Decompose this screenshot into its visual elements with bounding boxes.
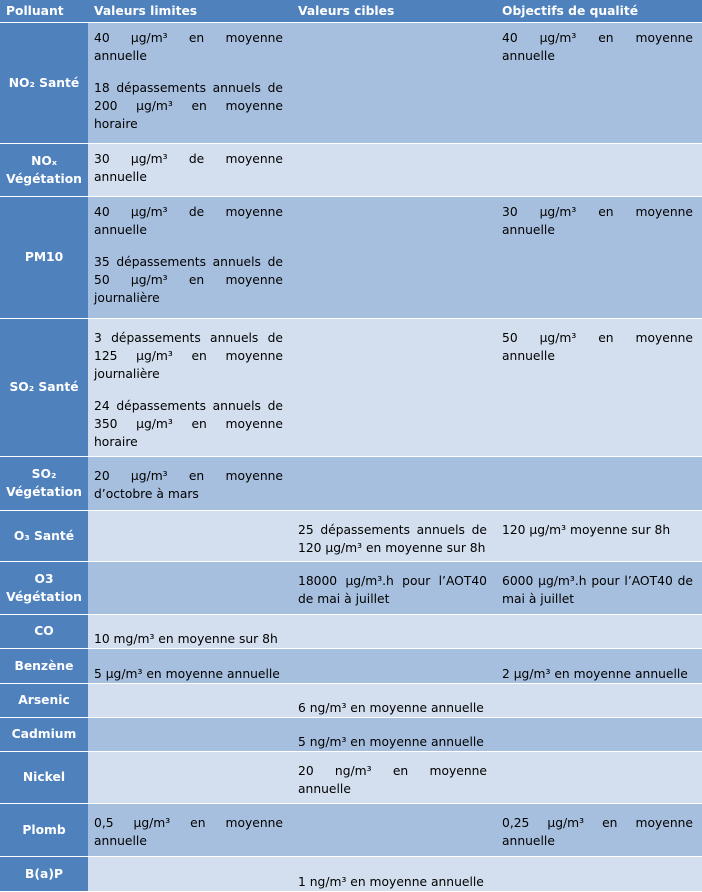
objectif-qualite-cell [496, 22, 702, 143]
valeur-cible-cell [292, 510, 496, 561]
table-row [0, 456, 702, 510]
objectif-qualite: 2 µg/m³ en moyenne annuelle [502, 666, 688, 681]
objectif-qualite-cell [496, 561, 702, 614]
table-row [0, 683, 702, 717]
objectif-qualite-cell [496, 717, 702, 751]
valeur-cible-cell [292, 648, 496, 683]
valeur-limite: 18 dépassements annuels de 200 µg/m³ en moyenne horaire [94, 80, 283, 131]
objectif-qualite-cell [496, 803, 702, 856]
header-objectifs-qualite: Objectifs de qualité [502, 3, 639, 18]
valeur-cible-cell [292, 22, 496, 143]
valeur-limite-cell [88, 614, 292, 648]
valeur-limite-cell [88, 196, 292, 318]
valeur-cible-cell [292, 196, 496, 318]
pollutant-name: O₃ Santé [0, 510, 88, 561]
pollutant-name: PM10 [0, 196, 88, 318]
pollutant-name: Benzène [0, 648, 88, 683]
valeur-limite-cell [88, 561, 292, 614]
table-row [0, 22, 702, 143]
valeur-limite: 3 dépassements annuels de 125 µg/m³ en moyenne journalière [94, 330, 283, 381]
table-row [0, 143, 702, 196]
header-valeurs-cibles: Valeurs cibles [298, 3, 395, 18]
valeur-cible-cell [292, 751, 496, 803]
valeur-limite-cell [88, 456, 292, 510]
objectif-qualite-cell [496, 196, 702, 318]
table-row [0, 614, 702, 648]
valeur-cible-cell [292, 318, 496, 456]
valeur-cible-cell [292, 856, 496, 891]
valeur-cible-cell [292, 614, 496, 648]
objectif-qualite-cell [496, 510, 702, 561]
valeur-limite: 35 dépassements annuels de 50 µg/m³ en moyenne journalière [94, 254, 283, 305]
header-row [0, 0, 702, 22]
objectif-qualite: 30 µg/m³ en moyenne annuelle [502, 204, 693, 237]
table-row [0, 561, 702, 614]
valeur-limite-cell [88, 648, 292, 683]
valeur-cible: 6 ng/m³ en moyenne annuelle [298, 700, 484, 715]
valeur-cible-cell [292, 143, 496, 196]
valeur-limite: 0,5 µg/m³ en moyenne annuelle [94, 815, 283, 848]
pollutant-name: B(a)P [0, 856, 88, 891]
valeur-limite: 5 µg/m³ en moyenne annuelle [94, 666, 280, 681]
table-row [0, 717, 702, 751]
objectif-qualite: 6000 µg/m³.h pour l’AOT40 de mai à juillet [502, 573, 693, 606]
pollutant-name: O3 Végétation [0, 561, 88, 614]
pollutant-name: SO₂ Santé [0, 318, 88, 456]
valeur-limite-cell [88, 717, 292, 751]
table-row [0, 318, 702, 456]
objectif-qualite-cell [496, 318, 702, 456]
valeur-cible: 1 ng/m³ en moyenne annuelle [298, 875, 484, 889]
valeur-limite-cell [88, 510, 292, 561]
valeur-cible-cell [292, 803, 496, 856]
header-valeurs-limites: Valeurs limites [94, 3, 198, 18]
valeur-limite: 24 dépassements annuels de 350 µg/m³ en moyenne horaire [94, 398, 283, 449]
objectif-qualite-cell [496, 751, 702, 803]
objectif-qualite: 50 µg/m³ en moyenne annuelle [502, 330, 693, 363]
objectif-qualite-cell [496, 614, 702, 648]
pollutant-name: Nickel [0, 751, 88, 803]
pollutant-name: NO₂ Santé [0, 22, 88, 143]
valeur-cible: 20 ng/m³ en moyenne annuelle [298, 763, 487, 796]
table-row [0, 510, 702, 561]
valeur-cible: 25 dépassements annuels de 120 µg/m³ en moyenne sur 8h [298, 522, 487, 555]
objectif-qualite-cell [496, 143, 702, 196]
objectif-qualite-cell [496, 683, 702, 717]
table-row [0, 803, 702, 856]
objectif-qualite-cell [496, 456, 702, 510]
valeur-limite: 20 µg/m³ en moyenne d’octobre à mars [94, 468, 283, 501]
objectif-qualite: 120 µg/m³ moyenne sur 8h [502, 522, 671, 537]
objectif-qualite: 0,25 µg/m³ en moyenne annuelle [502, 815, 693, 848]
valeur-limite-cell [88, 856, 292, 891]
header-pollutant: Polluant [6, 3, 64, 18]
objectif-qualite-cell [496, 856, 702, 891]
table-row [0, 751, 702, 803]
table-row [0, 196, 702, 318]
pollutant-name: SO₂ Végétation [0, 456, 88, 510]
valeur-cible: 18000 µg/m³.h pour l’AOT40 de mai à juillet [298, 573, 487, 606]
valeur-limite-cell [88, 683, 292, 717]
valeur-limite: 10 mg/m³ en moyenne sur 8h [94, 631, 278, 646]
valeur-cible: 5 ng/m³ en moyenne annuelle [298, 734, 484, 749]
valeur-limite-cell [88, 751, 292, 803]
valeur-limite-cell [88, 318, 292, 456]
valeur-cible-cell [292, 561, 496, 614]
valeur-cible-cell [292, 683, 496, 717]
valeur-limite-cell [88, 803, 292, 856]
valeur-limite: 40 µg/m³ en moyenne annuelle [94, 30, 283, 63]
pollutant-name: CO [0, 614, 88, 648]
table-row [0, 648, 702, 683]
valeur-limite-cell [88, 143, 292, 196]
valeur-cible-cell [292, 717, 496, 751]
objectif-qualite-cell [496, 648, 702, 683]
pollutant-name: NOₓ Végétation [0, 143, 88, 196]
valeur-limite-cell [88, 22, 292, 143]
objectif-qualite: 40 µg/m³ en moyenne annuelle [502, 30, 693, 63]
pollutant-name: Plomb [0, 803, 88, 856]
pollutant-name: Cadmium [0, 717, 88, 751]
valeur-limite: 40 µg/m³ de moyenne annuelle [94, 204, 283, 237]
valeur-limite: 30 µg/m³ de moyenne annuelle [94, 151, 283, 184]
table-row [0, 856, 702, 891]
valeur-cible-cell [292, 456, 496, 510]
pollutant-name: Arsenic [0, 683, 88, 717]
